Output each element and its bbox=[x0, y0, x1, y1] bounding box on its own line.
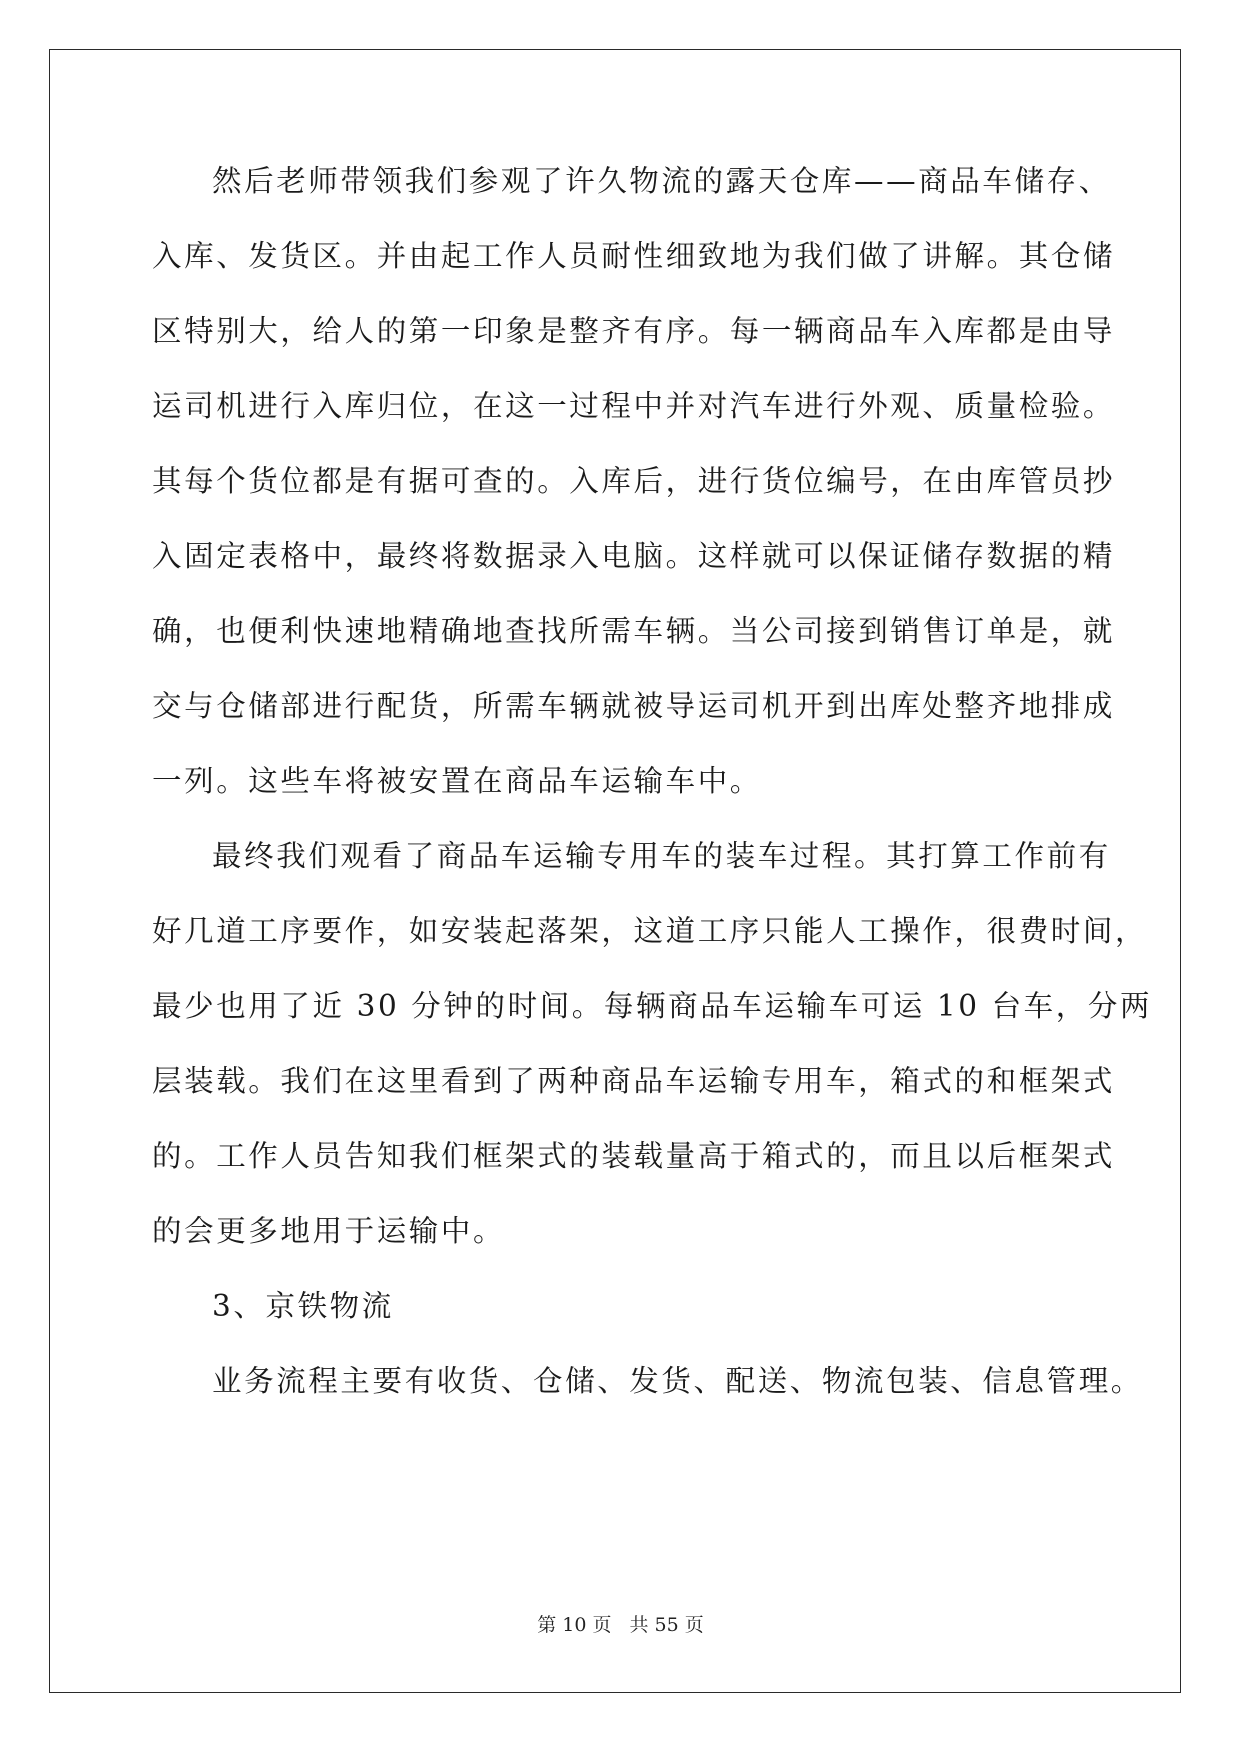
text-line: 入库、发货区。并由起工作人员耐性细致地为我们做了讲解。其仓储 bbox=[152, 239, 1116, 273]
page-footer bbox=[0, 1610, 1241, 1637]
page-total: 共 55 页 bbox=[629, 1614, 704, 1636]
text-line: 一列。这些车将被安置在商品车运输车中。 bbox=[152, 764, 762, 798]
text-line: 区特别大，给人的第一印象是整齐有序。每一辆商品车入库都是由导 bbox=[152, 314, 1116, 348]
text-line: 最终我们观看了商品车运输专用车的装车过程。其打算工作前有 bbox=[212, 839, 1111, 873]
text-line: 层装载。我们在这里看到了两种商品车运输专用车，箱式的和框架式 bbox=[152, 1064, 1116, 1098]
section-heading: 3、京铁物流 bbox=[212, 1289, 394, 1323]
text-line: 其每个货位都是有据可查的。入库后，进行货位编号，在由库管员抄 bbox=[152, 464, 1116, 498]
text-line: 的会更多地用于运输中。 bbox=[152, 1214, 506, 1248]
text-line: 最少也用了近 30 分钟的时间。每辆商品车运输车可运 10 台车，分两 bbox=[152, 989, 1153, 1023]
text-line: 业务流程主要有收货、仓储、发货、配送、物流包装、信息管理。 bbox=[212, 1364, 1143, 1398]
text-line: 好几道工序要作，如安装起落架，这道工序只能人工操作，很费时间， bbox=[152, 914, 1148, 948]
text-line: 运司机进行入库归位，在这一过程中并对汽车进行外观、质量检验。 bbox=[152, 389, 1116, 423]
text-line: 的。工作人员告知我们框架式的装载量高于箱式的，而且以后框架式 bbox=[152, 1139, 1116, 1173]
text-line: 然后老师带领我们参观了许久物流的露天仓库——商品车储存、 bbox=[212, 164, 1111, 198]
text-line: 确，也便利快速地精确地查找所需车辆。当公司接到销售订单是，就 bbox=[152, 614, 1116, 648]
page-number: 第 10 页 bbox=[537, 1614, 612, 1636]
text-line: 入固定表格中，最终将数据录入电脑。这样就可以保证储存数据的精 bbox=[152, 539, 1116, 573]
text-line: 交与仓储部进行配货，所需车辆就被导运司机开到出库处整齐地排成 bbox=[152, 689, 1116, 723]
